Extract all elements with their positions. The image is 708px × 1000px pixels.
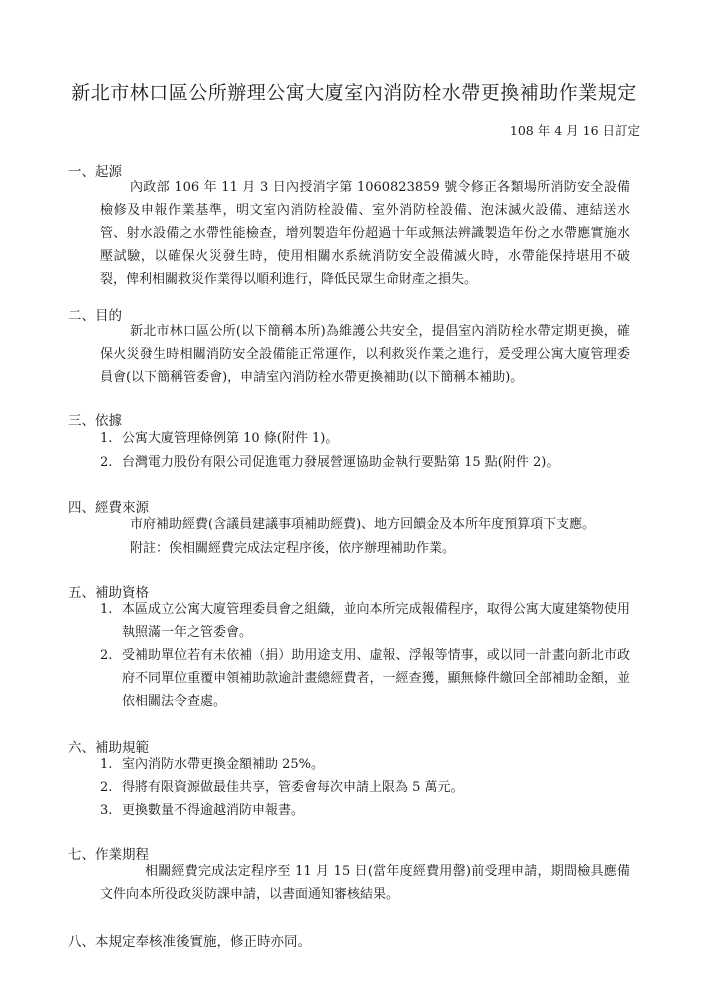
- basis-item: [100, 427, 630, 450]
- rules-item-number: 1.: [100, 757, 113, 772]
- section-heading-funding: 四、經費來源: [68, 500, 149, 516]
- section-heading-implementation: 八、本規定奉核准後實施，修正時亦同。: [68, 934, 311, 950]
- rules-item: [100, 799, 630, 822]
- eligibility-item-text: 受補助單位若有未依補（捐）助用途支用、虛報、浮報等情事，或以同一計畫向新北市政府不同單位重覆申領補助款逾計畫總經費者，一經查獲，顯無條件繳回全部補助金額，並依相關法令查處。: [122, 648, 630, 709]
- rules-item: [100, 753, 630, 776]
- eligibility-item: [100, 598, 630, 644]
- rules-item-text: 得將有限資源做最佳共享，管委會每次申請上限為 5 萬元。: [122, 780, 464, 795]
- eligibility-item-number: 2.: [100, 648, 113, 663]
- basis-item-number: 1.: [100, 431, 113, 446]
- basis-item-text: 台灣電力股份有限公司促進電力發展營運協助金執行要點第 15 點(附件 2)。: [122, 455, 560, 470]
- section-heading-schedule: 七、作業期程: [68, 847, 149, 863]
- section-heading-origin: 一、起源: [68, 164, 122, 180]
- section-heading-basis: 三、依據: [68, 413, 122, 429]
- rules-item-text: 室內消防水帶更換金額補助 25%。: [122, 757, 325, 772]
- rules-item-number: 3.: [100, 803, 113, 818]
- document-title: 新北市林口區公所辦理公寓大廈室內消防栓水帶更換補助作業規定: [71, 82, 637, 104]
- rules-item: [100, 776, 630, 799]
- section-paragraph-schedule: 相關經費完成法定程序至 11 月 15 日(當年度經費用罄)前受理申請，期間檢具應備文件向本所役政災防課申請，以書面通知審核結果。: [100, 864, 630, 902]
- section-paragraph-origin: 內政部 106 年 11 月 3 日內授消字第 1060823859 號令修正各類場所消防安全設備檢修及申報作業基準，明文室內消防栓設備、室外消防栓設備、泡沫滅火設備、連結送水管、射水設備之水帶性能檢查，增列製造年份超過十年或無法辨識製造年份之水帶應實施水壓試驗，以確保火災發生時，使用相關水系統消防安全設備滅火時，水帶能保持堪用不破裂，俾利相關救災作業得以順利進行，降低民眾生命財產之損失。: [100, 180, 630, 287]
- section-paragraph-purpose: 新北市林口區公所(以下簡稱本所)為維護公共安全，提倡室內消防栓水帶定期更換，確保火災發生時相關消防安全設備能正常運作，以利救災作業之進行，爰受理公寓大廈管理委員會(以下簡稱管委會)，申請室內消防栓水帶更換補助(以下簡稱本補助)。: [100, 324, 630, 385]
- eligibility-item-number: 1.: [100, 602, 113, 617]
- basis-item-text: 公寓大廈管理條例第 10 條(附件 1)。: [122, 431, 339, 446]
- basis-item: [100, 451, 630, 474]
- section-heading-eligibility: 五、補助資格: [68, 585, 149, 601]
- basis-item-number: 2.: [100, 455, 113, 470]
- section-note-funding: 附註：俟相關經費完成法定程序後，依序辦理補助作業。: [130, 541, 456, 556]
- document-date: 108 年 4 月 16 日訂定: [509, 123, 640, 138]
- rules-item-text: 更換數量不得逾越消防申報書。: [122, 803, 305, 818]
- section-paragraph-funding: 市府補助經費(含議員建議事項補助經費)、地方回饋金及本所年度預算項下支應。: [130, 517, 596, 532]
- section-heading-purpose: 二、目的: [68, 308, 122, 324]
- rules-item-number: 2.: [100, 780, 113, 795]
- eligibility-item: [100, 644, 630, 713]
- section-heading-rules: 六、補助規範: [68, 740, 149, 756]
- eligibility-item-text: 本區成立公寓大廈管理委員會之組織，並向本所完成報備程序，取得公寓大廈建築物使用執照滿一年之管委會。: [122, 602, 630, 640]
